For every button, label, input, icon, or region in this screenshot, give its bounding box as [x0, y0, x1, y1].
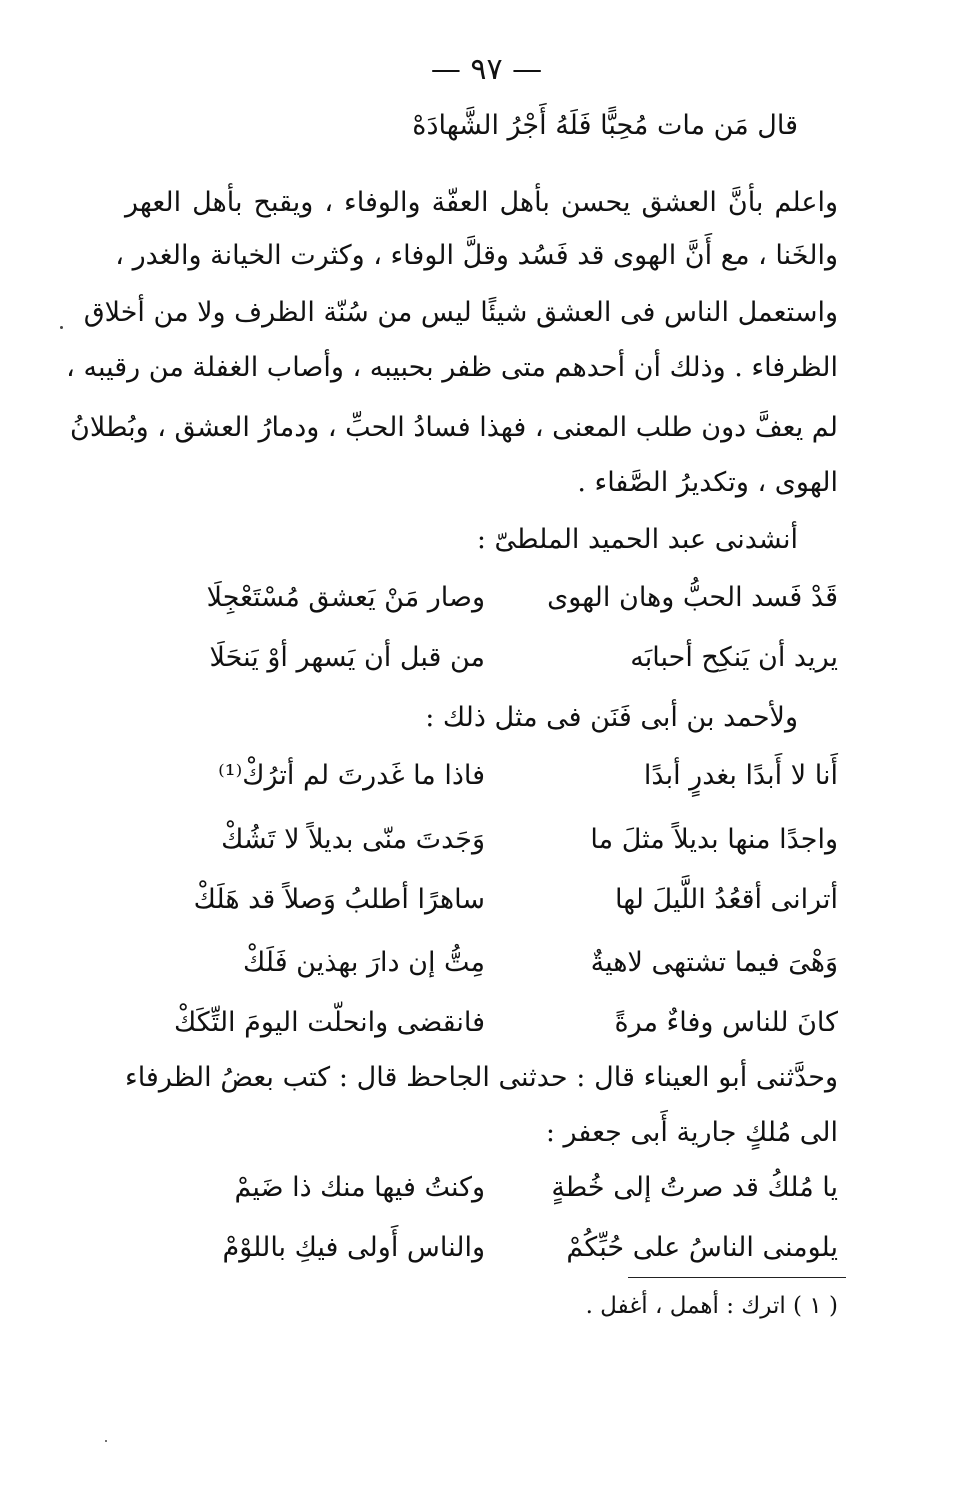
verse-intro: أنشدنى عبد الحميد الملطىّ : — [476, 524, 798, 555]
verse-row — [140, 1220, 838, 1276]
prose-line: والخَنا ، مع أَنَّ الهوى قد فَسُد وقلَّ الوفاء ، وكثرت الخيانة والغدر ، — [115, 240, 838, 271]
verse-first-hemistich: وَهْىَ فيما تشتهى لاهيةٌ — [590, 947, 838, 978]
prose-line-end: الى مُلكٍ جارية أَبى جعفر : — [545, 1117, 838, 1148]
verse-row — [140, 995, 838, 1051]
verse-first-hemistich: يا مُلكُ قد صرتُ إلى خُطةٍ — [551, 1172, 838, 1203]
verse-first-hemistich: يريد أن يَنكِح أحبابَه — [630, 642, 838, 673]
verse-first-hemistich: قَدْ فَسد الحبُّ وهان الهوى — [547, 582, 838, 613]
footnote: ( ١ ) اترك : أهمل ، أغفل . — [585, 1293, 838, 1319]
verse-row — [140, 570, 838, 626]
verse-first-hemistich: واجدًا منها بديلاً مثلَ ما — [590, 824, 838, 855]
verse-second-hemistich: وكنتُ فيها منك ذا ضَيمْ — [234, 1172, 485, 1203]
verse-second-hemistich: والناس أَولى فيكِ باللوْمْ — [222, 1232, 485, 1263]
verse-intro: ولأحمد بن أبى فَنَن فى مثل ذلك : — [425, 702, 798, 733]
verse-second-hemistich: من قبل أن يَسهر أوْ يَنحَلَا — [209, 642, 485, 673]
prose-line: الظرفاء . وذلك أن أحدهم متى ظفر بحبيبه ، وأصاب الغفلة من رقيبه ، — [66, 352, 838, 383]
prose-line: واستعمل الناس فى العشق شيئًا ليس من سُنّة الظرف ولا من أخلاق — [83, 297, 838, 328]
verse-second-hemistich: مِتُّ إن دارَ بهذين فَلَكْ — [243, 947, 485, 978]
verse-first-hemistich: أترانى أقعُدُ اللَّيلَ لها — [615, 884, 838, 915]
prose-line: واعلم بأنَّ العشق يحسن بأهل العفّة والوفاء ، ويقبح بأهل العهر — [125, 187, 838, 218]
verse-first-hemistich: كانَ للناس وفاءٌ مرةً — [614, 1007, 838, 1038]
verse-second-hemistich: وصار مَنْ يَعشق مُسْتَعْجِلَا — [206, 582, 485, 613]
verse-first-hemistich: أَنا لا أَبدًا بغدرٍ أبدًا — [643, 760, 838, 791]
speck-mark — [105, 1440, 107, 1442]
prose-line: وحدَّثنى أبو العيناء قال : حدثنى الجاحظ قال : كتب بعضُ الظرفاء — [125, 1062, 838, 1093]
verse-row — [140, 630, 838, 686]
prose-line: لم يعفَّ دون طلب المعنى ، فهذا فسادُ الحبِّ ، ودمارُ العشق ، وبُطلانُ — [70, 412, 838, 443]
verse-second-hemistich: وَجَدتَ منّى بديلاً لا تَشُكْ — [221, 824, 485, 855]
speck-mark — [60, 326, 63, 329]
page-number: — ٩٧ — — [430, 52, 543, 87]
verse-row — [140, 935, 838, 991]
verse-first-hemistich: يلومنى الناسُ على حُبِّكُمْ — [566, 1232, 838, 1263]
verse-row — [140, 1160, 838, 1216]
prose-line-end: الهوى ، وتكديرُ الصَّفاء . — [577, 467, 838, 498]
verse-row — [140, 812, 838, 868]
verse-second-hemistich: فانقضى وانحلّت اليومَ التِّكَكْ — [174, 1007, 485, 1038]
verse-second-hemistich: فاذا ما غَدرتَ لم أترُكْ⁽¹⁾ — [218, 760, 485, 791]
verse-row — [140, 748, 838, 804]
verse-second-hemistich: ساهرًا أطلبُ وَصلاً قد هَلَكْ — [193, 884, 485, 915]
opening-verse-line: قال مَن مات مُحِبًّا فَلَهُ أَجْرُ الشَّهادَهْ — [412, 110, 798, 141]
footnote-rule — [628, 1277, 846, 1278]
verse-row — [140, 872, 838, 928]
